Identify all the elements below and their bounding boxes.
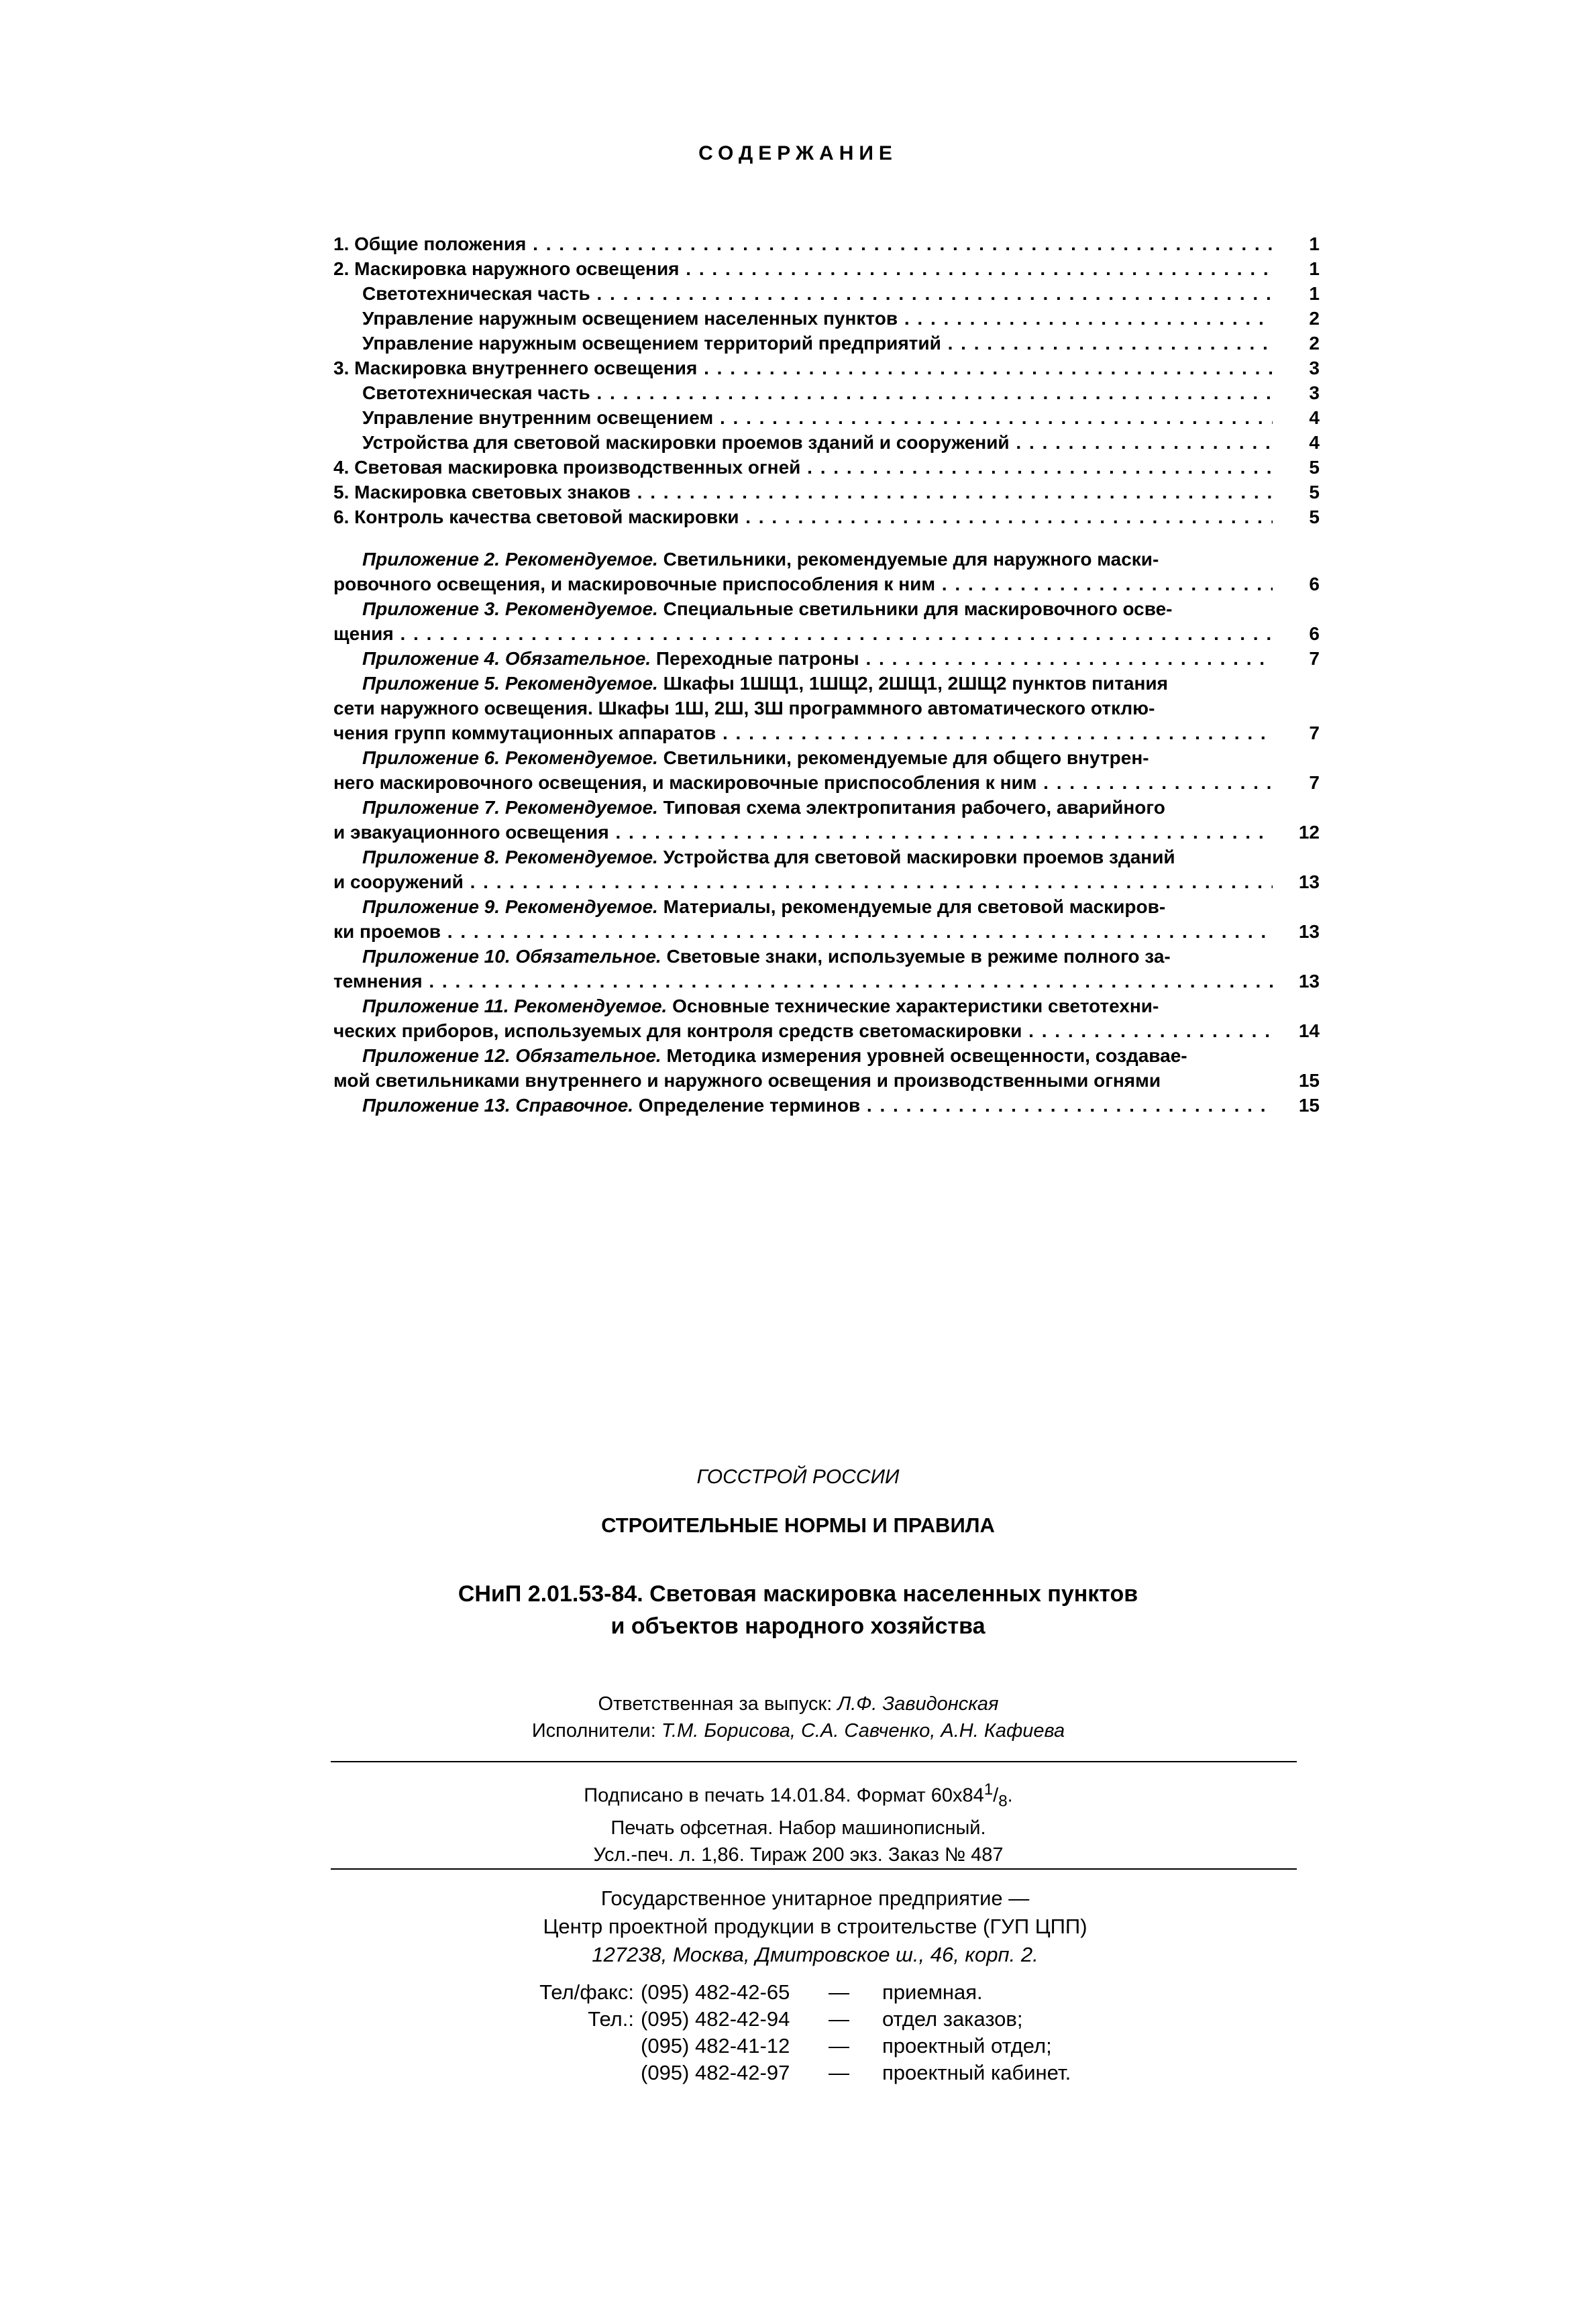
toc-entry: 1. Общие положения . . . 1 [333, 231, 1320, 256]
divider [331, 1761, 1297, 1762]
toc-page-number: 4 [1309, 432, 1320, 453]
toc-appendix-continuation: чения групп коммутационных аппаратов . . . 7 [333, 720, 1320, 745]
table-of-contents [333, 231, 1320, 1118]
toc-entry: Устройства для световой маскировки проемов зданий и сооружений . . . 4 [333, 430, 1320, 455]
toc-appendix-continuation: ровочного освещения, и маскировочные приспособления к ним . . . 6 [333, 572, 1320, 596]
toc-appendix: Приложение 5. Рекомендуемое. Шкафы 1ШЩ1, 1ШЩ2, 2ШЩ1, 2ШЩ2 пунктов питания [362, 673, 1168, 694]
print-info: Подписано в печать 14.01.84. Формат $60х84^1/_8$. Печать офсетная. Набор машинописный. Усл.-печ. л. 1,86. Тираж 200 экз. Заказ № 487 [584, 1780, 1013, 1866]
toc-appendix: Приложение 3. Рекомендуемое. Специальные светильники для маскировочного осве- [362, 598, 1173, 619]
divider [331, 1868, 1297, 1870]
credits [403, 1691, 1194, 1744]
toc-page-number: 7 [1309, 648, 1320, 669]
toc-appendix-continuation: щения . . . 6 [333, 621, 1320, 646]
toc-page-number: 13 [1298, 871, 1320, 892]
toc-page-number: 1 [1309, 283, 1320, 304]
appendix-label: Приложение 2. Рекомендуемое. [362, 549, 658, 570]
appendix-label: Приложение 6. Рекомендуемое. [362, 747, 658, 768]
toc-appendix: Приложение 13. Справочное. Определение терминов . . . 15 [333, 1093, 1320, 1118]
toc-page-number: 1 [1309, 233, 1320, 254]
toc-entry: Светотехническая часть . . . 3 [333, 380, 1320, 405]
appendix-label: Приложение 11. Рекомендуемое. [362, 996, 668, 1016]
appendix-label: Приложение 9. Рекомендуемое. [362, 896, 658, 917]
toc-page-number: 7 [1309, 772, 1320, 793]
executors-line: Исполнители: Т.М. Борисова, С.А. Савченко, А.Н. Кафиева [531, 1720, 1065, 1742]
toc-page-number: 6 [1309, 623, 1320, 644]
toc-entry: Управление внутренним освещением . . . 4 [333, 405, 1320, 430]
appendix-label: Приложение 12. Обязательное. [362, 1045, 661, 1066]
toc-page-number: 13 [1298, 971, 1320, 992]
toc-entry: Управление наружным освещением населенных пунктов . . . 2 [333, 306, 1320, 331]
toc-entry: Светотехническая часть . . . 1 [333, 281, 1320, 306]
toc-entry: 3. Маскировка внутреннего освещения . . . 3 [333, 356, 1320, 380]
toc-appendix: Приложение 11. Рекомендуемое. Основные технические характеристики светотехни- [362, 996, 1159, 1016]
agency-name: ГОССТРОЙ РОССИИ [696, 1466, 900, 1488]
toc-appendix: Приложение 4. Обязательное. Переходные патроны . . . 7 [333, 646, 1320, 671]
appendix-label: Приложение 5. Рекомендуемое. [362, 673, 658, 694]
toc-appendix-continuation: темнения . . . 13 [333, 969, 1320, 994]
toc-page-number: 4 [1309, 407, 1320, 428]
responsible-line: Ответственная за выпуск: Л.Ф. Завидонская [598, 1693, 999, 1715]
contents-title: СОДЕРЖАНИЕ [698, 142, 898, 164]
toc-page-number: 2 [1309, 333, 1320, 354]
document-title: СНиП 2.01.53-84. Световая маскировка населенных пунктов и объектов народного хозяйства [458, 1581, 1138, 1639]
appendix-label: Приложение 13. Справочное. [362, 1095, 634, 1116]
appendix-label: Приложение 4. Обязательное. [362, 648, 651, 669]
toc-page-number: 15 [1298, 1095, 1320, 1116]
toc-page-number: 5 [1309, 457, 1320, 478]
toc-appendix-continuation: сети наружного освещения. Шкафы 1Ш, 2Ш, 3Ш программного автоматического отклю- [333, 698, 1155, 718]
appendix-label: Приложение 10. Обязательное. [362, 946, 661, 967]
toc-entry: 2. Маскировка наружного освещения . . . 1 [333, 256, 1320, 281]
toc-appendix: Приложение 10. Обязательное. Световые знаки, используемые в режиме полного за- [362, 946, 1171, 967]
appendix-label: Приложение 8. Рекомендуемое. [362, 847, 658, 867]
toc-appendix: Приложение 8. Рекомендуемое. Устройства для световой маскировки проемов зданий [362, 847, 1175, 867]
toc-page-number: 14 [1298, 1020, 1320, 1041]
toc-page-number: 7 [1309, 723, 1320, 743]
toc-entry: 4. Световая маскировка производственных огней . . . 5 [333, 455, 1320, 480]
toc-page-number: 12 [1298, 822, 1320, 843]
toc-page-number: 13 [1298, 921, 1320, 942]
toc-page-number: 15 [1298, 1070, 1320, 1091]
toc-appendix: Приложение 9. Рекомендуемое. Материалы, рекомендуемые для световой маскиров- [362, 896, 1166, 917]
appendix-label: Приложение 3. Рекомендуемое. [362, 598, 658, 619]
toc-appendix-continuation: и эвакуационного освещения . . . 12 [333, 820, 1320, 845]
toc-appendix: Приложение 12. Обязательное. Методика измерения уровней освещенности, создавае- [362, 1045, 1187, 1066]
toc-appendix-continuation: и сооружений . . . 13 [333, 869, 1320, 894]
toc-appendix: Приложение 6. Рекомендуемое. Светильники, рекомендуемые для общего внутрен- [362, 747, 1149, 768]
toc-appendix-continuation: ческих приборов, используемых для контроля средств светомаскировки . . . 14 [333, 1018, 1320, 1043]
toc-appendix-continuation: мой светильниками внутреннего и наружного освещения и производственными огнями 15 [333, 1068, 1320, 1093]
toc-entry: Управление наружным освещением территорий предприятий . . . 2 [333, 331, 1320, 356]
toc-appendix-continuation: него маскировочного освещения, и маскировочные приспособления к ним . . . 7 [333, 770, 1320, 795]
toc-appendix: Приложение 2. Рекомендуемое. Светильники, рекомендуемые для наружного маски- [362, 549, 1159, 570]
toc-page-number: 6 [1309, 574, 1320, 594]
toc-appendix-continuation: ки проемов . . . 13 [333, 919, 1320, 944]
toc-page-number: 2 [1309, 308, 1320, 329]
appendix-label: Приложение 7. Рекомендуемое. [362, 797, 658, 818]
toc-page-number: 5 [1309, 506, 1320, 527]
standard-type: СТРОИТЕЛЬНЫЕ НОРМЫ И ПРАВИЛА [601, 1513, 995, 1537]
toc-appendix: Приложение 7. Рекомендуемое. Типовая схема электропитания рабочего, аварийного [362, 797, 1165, 818]
publisher-info: Государственное унитарное предприятие — Центр проектной продукции в строительстве (ГУП ЦПП) 127238, Москва, Дмитровское ш., 46, корп. 2. [335, 1884, 1295, 1969]
toc-page-number: 3 [1309, 382, 1320, 403]
toc-page-number: 1 [1309, 258, 1320, 279]
toc-page-number: 5 [1309, 482, 1320, 502]
toc-entry: 5. Маскировка световых знаков . . . 5 [333, 480, 1320, 504]
publisher-address: 127238, Москва, Дмитровское ш., 46, корп. 2. [592, 1943, 1039, 1966]
toc-page-number: 3 [1309, 358, 1320, 378]
toc-entry: 6. Контроль качества световой маскировки . . . 5 [333, 504, 1320, 529]
